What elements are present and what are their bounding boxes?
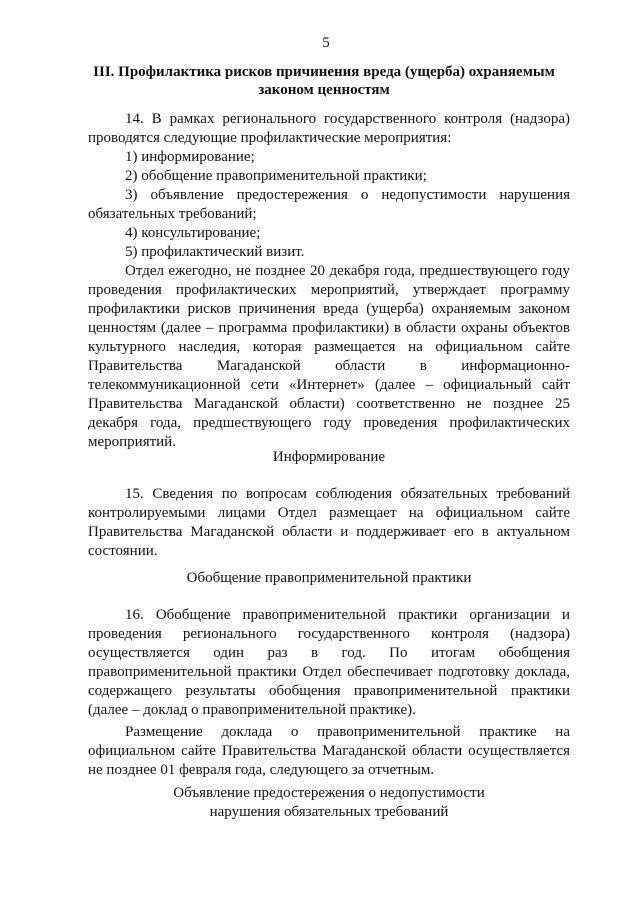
list-item-5: 5) профилактический визит. bbox=[125, 244, 305, 260]
list-item-3: 3) объявление предостережения о недопустимости нарушения обязательных требований; bbox=[88, 187, 570, 222]
list-item-4: 4) консультирование; bbox=[125, 225, 261, 241]
heading-warning-line-2: нарушения обязательных требований bbox=[209, 804, 449, 820]
list-item-2: 2) обобщение правоприменительной практики; bbox=[125, 168, 427, 184]
heading-warning-line-1: Объявление предостережения о недопустимости bbox=[173, 785, 485, 801]
paragraph-16: 16. Обобщение правоприменительной практики организации и проведения регионального государственного контроля (надзора) осуществляется один раз в год. По итогам обобщения правоприменительной практики Отдел обеспечивает подготовку доклада, содержащего результаты обобщения правоприменительной практики (далее – доклад о правоприменительной практике). bbox=[88, 607, 570, 718]
section-title: III. Профилактика рисков причинения вреда (ущерба) охраняемым законом ценностям bbox=[93, 64, 555, 98]
paragraph-report-placement: Размещение доклада о правоприменительной практике на официальном сайте Правительства Магаданской области осуществляется не позднее 01 февраля года, следующего за отчетным. bbox=[88, 724, 570, 778]
paragraph-14-intro: 14. В рамках регионального государственного контроля (надзора) проводятся следующие профилактические мероприятия: bbox=[88, 111, 570, 146]
paragraph-program: Отдел ежегодно, не позднее 20 декабря года, предшествующего году проведения профилактических мероприятий, утверждает программу профилактики рисков причинения вреда (ущерба) охраняемым законом ценностям (далее – программа профилактики) в области охраны объектов культурного наследия, которая размещается на официальном сайте Правительства Магаданской области в информационно-телекоммуникационной сети «Интернет» (далее – официальный сайт Правительства Магаданской области) соответственно не позднее 25 декабря года, предшествующего году проведения профилактических мероприятий. bbox=[88, 263, 570, 450]
page-number: 5 bbox=[322, 35, 330, 51]
heading-informing: Информирование bbox=[272, 449, 386, 465]
list-item-1: 1) информирование; bbox=[125, 149, 255, 165]
paragraph-15: 15. Сведения по вопросам соблюдения обязательных требований контролируемыми лицами Отдел размещает на официальном сайте Правительства Магаданской области и поддерживает его в актуальном состоянии. bbox=[88, 486, 570, 559]
heading-generalization: Обобщение правоприменительной практики bbox=[186, 570, 472, 586]
heading-warning bbox=[88, 784, 570, 822]
